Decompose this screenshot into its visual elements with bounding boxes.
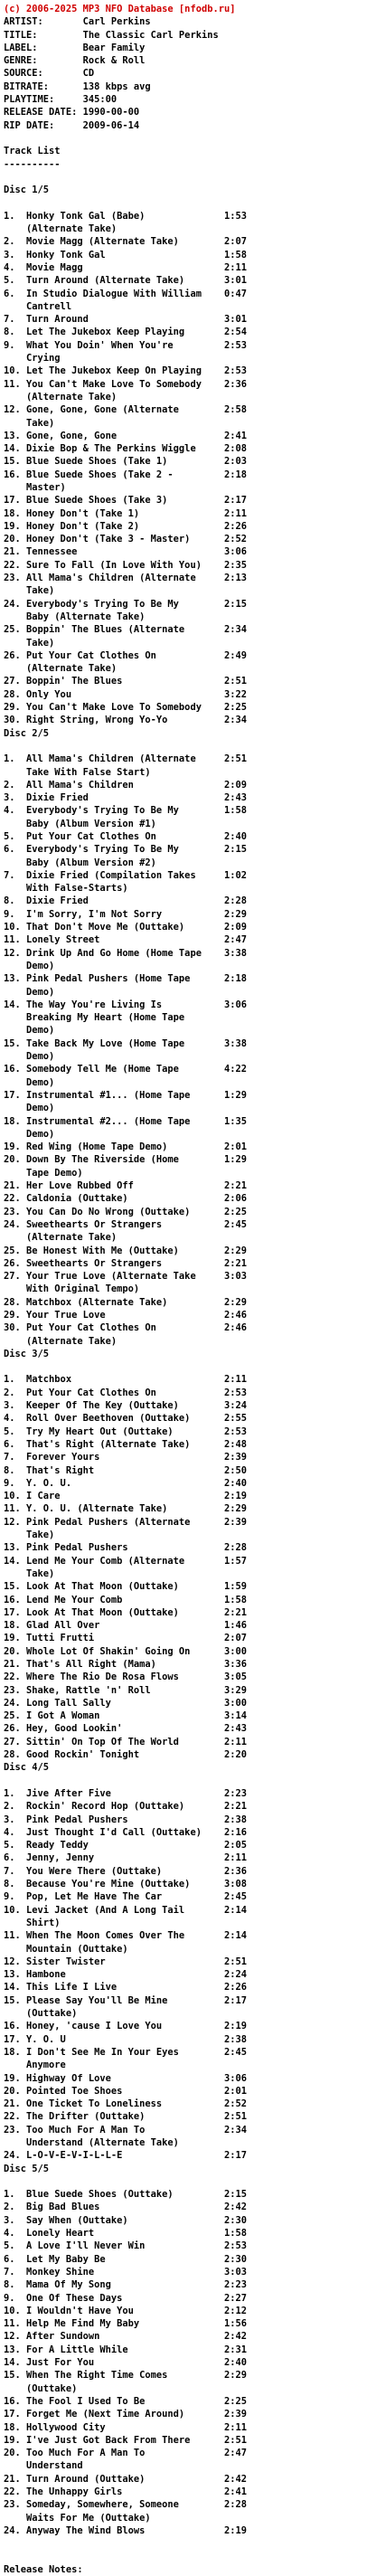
nfo-line: 6. Let My Baby Be 2:30 <box>4 2253 247 2265</box>
nfo-line: Take) <box>4 417 55 429</box>
nfo-line: 14. The Way You're Living Is 3:06 <box>4 999 247 1010</box>
nfo-line: 5. A Love I'll Never Win 2:53 <box>4 2240 247 2252</box>
nfo-line: 9. Y. O. U. 2:40 <box>4 1477 247 1489</box>
nfo-line: 8. Let The Jukebox Keep Playing 2:54 <box>4 327 247 338</box>
nfo-line: 11. Y. O. U. (Alternate Take) 2:29 <box>4 1503 247 1515</box>
nfo-line: 12. After Sundown 2:42 <box>4 2331 247 2343</box>
nfo-line: 5. Put Your Cat Clothes On 2:40 <box>4 831 247 842</box>
nfo-line: 7. Monkey Shine 3:03 <box>4 2266 247 2278</box>
nfo-line: Tape Demo) <box>4 1167 83 1179</box>
nfo-line: 18. I Don't See Me In Your Eyes 2:45 <box>4 2046 247 2058</box>
nfo-line: Take) <box>4 637 55 649</box>
nfo-line: Disc 1/5 <box>4 185 50 196</box>
nfo-line: 13. Pink Pedal Pushers 2:28 <box>4 1542 247 1554</box>
nfo-line: 6. Jenny, Jenny 2:11 <box>4 1852 247 1864</box>
nfo-line: 3. Say When (Outtake) 2:30 <box>4 2214 247 2226</box>
nfo-line: Baby (Alternate Take) <box>4 611 146 622</box>
nfo-line: 2. Rockin' Record Hop (Outtake) 2:21 <box>4 1801 247 1813</box>
nfo-line: Release Notes: <box>4 2563 83 2575</box>
nfo-line: 21. That's All Right (Mama) 3:36 <box>4 1659 247 1670</box>
nfo-line: 9. Pop, Let Me Have The Car 2:45 <box>4 1891 247 1903</box>
nfo-line: Breaking My Heart (Home Tape <box>4 1012 185 1024</box>
nfo-line: 5. Turn Around (Alternate Take) 3:01 <box>4 275 247 287</box>
nfo-line: 8. Mama Of My Song 2:23 <box>4 2279 247 2291</box>
nfo-line: 21. Turn Around (Outtake) 2:42 <box>4 2473 247 2485</box>
nfo-line: Mountain (Outtake) <box>4 1943 128 1955</box>
nfo-line <box>4 171 376 184</box>
nfo-line: 14. This Life I Live 2:26 <box>4 1982 247 1994</box>
nfo-line: 24. Sweethearts Or Strangers 2:45 <box>4 1218 247 1230</box>
nfo-line: 15. Please Say You'll Be Mine 2:17 <box>4 1994 247 2006</box>
nfo-line: 5. Try My Heart Out (Outtake) 2:53 <box>4 1425 247 1437</box>
nfo-line: 25. I Got A Woman 3:14 <box>4 1710 247 1722</box>
nfo-line: 2. All Mama's Children 2:09 <box>4 779 247 791</box>
nfo-line: 16. Honey, 'cause I Love You 2:19 <box>4 2021 247 2032</box>
nfo-line: Take) <box>4 585 55 597</box>
nfo-line: With False-Starts) <box>4 883 128 895</box>
nfo-line: BITRATE: 138 kbps avg <box>4 80 151 92</box>
nfo-line <box>4 1360 376 1373</box>
nfo-line: 10. That Don't Move Me (Outtake) 2:09 <box>4 922 247 933</box>
nfo-line: 17. Instrumental #1... (Home Tape 1:29 <box>4 1089 247 1101</box>
nfo-line: 1. All Mama's Children (Alternate 2:51 <box>4 753 247 765</box>
nfo-line: 3. Keeper Of The Key (Outtake) 3:24 <box>4 1400 247 1412</box>
nfo-line: 7. Dixie Fried (Compilation Takes 1:02 <box>4 869 247 881</box>
nfo-line: 19. I've Just Got Back From There 2:51 <box>4 2434 247 2446</box>
nfo-line: 28. Only You 3:22 <box>4 688 247 700</box>
nfo-line: Understand (Alternate Take) <box>4 2136 179 2148</box>
nfo-line: Shirt) <box>4 1917 61 1928</box>
nfo-line <box>4 2550 376 2562</box>
nfo-line: 2. Big Bad Blues 2:42 <box>4 2202 247 2213</box>
nfo-line: 6. In Studio Dialogue With William 0:47 <box>4 288 247 299</box>
nfo-line: 23. All Mama's Children (Alternate 2:13 <box>4 573 247 584</box>
nfo-line: 18. Instrumental #2... (Home Tape 1:35 <box>4 1115 247 1127</box>
nfo-line: With Original Tempo) <box>4 1283 140 1295</box>
nfo-line: Disc 4/5 <box>4 1762 50 1774</box>
nfo-line: 18. Hollywood City 2:11 <box>4 2421 247 2433</box>
nfo-line: (Alternate Take) <box>4 391 118 402</box>
nfo-line: Demo) <box>4 1076 55 1088</box>
nfo-line: 1. Matchbox 2:11 <box>4 1374 247 1386</box>
nfo-line: Disc 5/5 <box>4 2163 50 2174</box>
nfo-line: Demo) <box>4 1051 55 1063</box>
nfo-line: Demo) <box>4 1103 55 1114</box>
nfo-line: 15. Take Back My Love (Home Tape 3:38 <box>4 1037 247 1049</box>
nfo-line: 9. What You Doin' When You're 2:53 <box>4 339 247 351</box>
nfo-line: 27. Your True Love (Alternate Take 3:03 <box>4 1271 247 1283</box>
nfo-line <box>4 2175 376 2188</box>
nfo-line: 20. Honey Don't (Take 3 - Master) 2:52 <box>4 534 247 545</box>
nfo-line: 17. Blue Suede Shoes (Take 3) 2:17 <box>4 495 247 507</box>
nfo-line: 15. When The Right Time Comes 2:29 <box>4 2370 247 2382</box>
nfo-line: 25. Be Honest With Me (Outtake) 2:29 <box>4 1245 247 1256</box>
nfo-line: 22. Where The Rio De Rosa Flows 3:05 <box>4 1672 247 1683</box>
nfo-line: 14. Dixie Bop & The Perkins Wiggle 2:08 <box>4 443 247 455</box>
nfo-line: 15. Blue Suede Shoes (Take 1) 2:03 <box>4 456 247 468</box>
nfo-line: 10. I Wouldn't Have You 2:12 <box>4 2305 247 2316</box>
nfo-line: Demo) <box>4 1128 55 1140</box>
nfo-line: Track List <box>4 146 61 157</box>
nfo-line: Crying <box>4 353 61 365</box>
nfo-line: 12. Sister Twister 2:51 <box>4 1956 247 1967</box>
nfo-line: 23. You Can Do No Wrong (Outtake) 2:25 <box>4 1206 247 1217</box>
nfo-line: 12. Drink Up And Go Home (Home Tape 3:38 <box>4 947 247 959</box>
nfo-line: 1. Honky Tonk Gal (Babe) 1:53 <box>4 210 247 222</box>
nfo-line: 22. Sure To Fall (In Love With You) 2:35 <box>4 559 247 571</box>
nfo-line: 7. Turn Around 3:01 <box>4 314 247 326</box>
nfo-line: 24. Long Tall Sally 3:00 <box>4 1697 247 1709</box>
nfo-line: 2. Put Your Cat Clothes On 2:53 <box>4 1387 247 1398</box>
nfo-line: Cantrell <box>4 300 72 312</box>
nfo-line: 4. Roll Over Beethoven (Outtake) 2:55 <box>4 1413 247 1425</box>
nfo-line: (Alternate Take) <box>4 223 118 235</box>
nfo-line: 10. I Care 2:19 <box>4 1491 247 1502</box>
nfo-line: 28. Good Rockin' Tonight 2:20 <box>4 1749 247 1761</box>
nfo-line: 4. Everybody's Trying To Be My 1:58 <box>4 805 247 817</box>
nfo-line: 16. Somebody Tell Me (Home Tape 4:22 <box>4 1064 247 1075</box>
nfo-line: ---------- <box>4 158 61 170</box>
nfo-line: 11. Lonely Street 2:47 <box>4 934 247 946</box>
nfo-line: Anymore <box>4 2060 66 2071</box>
nfo-line: 9. I'm Sorry, I'm Not Sorry 2:29 <box>4 908 247 920</box>
nfo-line: Baby (Album Version #1) <box>4 818 156 829</box>
nfo-line: Waits For Me (Outtake) <box>4 2512 151 2524</box>
nfo-line: 11. You Can't Make Love To Somebody 2:36 <box>4 378 247 390</box>
nfo-line: Demo) <box>4 1025 55 1037</box>
nfo-line: Understand <box>4 2460 83 2472</box>
nfo-line: 11. Help Me Find My Baby 1:56 <box>4 2318 247 2330</box>
nfo-line: 22. Caldonia (Outtake) 2:06 <box>4 1193 247 1205</box>
nfo-line: LABEL: Bear Family <box>4 42 146 53</box>
nfo-line: 16. The Fool I Used To Be 2:25 <box>4 2395 247 2407</box>
nfo-line: 4. Lonely Heart 1:58 <box>4 2228 247 2240</box>
nfo-line: 29. You Can't Make Love To Somebody 2:25 <box>4 702 247 714</box>
nfo-line: 12. Gone, Gone, Gone (Alternate 2:58 <box>4 404 247 416</box>
nfo-line: 13. Gone, Gone, Gone 2:41 <box>4 430 247 441</box>
nfo-line: 21. Her Love Rubbed Off 2:21 <box>4 1180 247 1192</box>
nfo-line: 14. Lend Me Your Comb (Alternate 1:57 <box>4 1555 247 1567</box>
nfo-line: 2. Movie Magg (Alternate Take) 2:07 <box>4 236 247 248</box>
nfo-line: 28. Matchbox (Alternate Take) 2:29 <box>4 1296 247 1308</box>
nfo-line: 17. Look At That Moon (Outtake) 2:21 <box>4 1606 247 1618</box>
nfo-line: 12. Pink Pedal Pushers (Alternate 2:39 <box>4 1516 247 1528</box>
nfo-lines <box>4 15 376 2576</box>
nfo-line: (Alternate Take) <box>4 1232 118 1244</box>
nfo-line: 14. Just For You 2:40 <box>4 2357 247 2369</box>
nfo-line: 10. Let The Jukebox Keep On Playing 2:53 <box>4 365 247 377</box>
nfo-line: 30. Put Your Cat Clothes On 2:46 <box>4 1322 247 1334</box>
nfo-line: Take With False Start) <box>4 766 151 778</box>
nfo-line: 26. Put Your Cat Clothes On 2:49 <box>4 649 247 661</box>
nfo-line: 21. Tennessee 3:06 <box>4 546 247 558</box>
nfo-line: 24. L-O-V-E-V-I-L-L-E 2:17 <box>4 2150 247 2162</box>
nfo-line: 3. Dixie Fried 2:43 <box>4 792 247 804</box>
nfo-line: 29. Your True Love 2:46 <box>4 1309 247 1321</box>
nfo-line: 27. Boppin' The Blues 2:51 <box>4 676 247 687</box>
nfo-line: 8. Dixie Fried 2:28 <box>4 895 247 907</box>
nfo-line <box>4 196 376 209</box>
nfo-line: 19. Honey Don't (Take 2) 2:26 <box>4 520 247 532</box>
nfo-line: 8. That's Right 2:50 <box>4 1464 247 1476</box>
nfo-line: SOURCE: CD <box>4 68 95 80</box>
nfo-line: (Alternate Take) <box>4 1335 118 1347</box>
nfo-line <box>4 132 376 145</box>
nfo-line: 19. Tutti Frutti 2:07 <box>4 1633 247 1644</box>
nfo-line: 3. Pink Pedal Pushers 2:38 <box>4 1814 247 1825</box>
nfo-line: Disc 3/5 <box>4 1348 50 1359</box>
nfo-line: 18. Glad All Over 1:46 <box>4 1620 247 1632</box>
nfo-line: 24. Anyway The Wind Blows 2:19 <box>4 2524 247 2536</box>
nfo-line: Take) <box>4 1567 55 1579</box>
nfo-line: 17. Forget Me (Next Time Around) 2:39 <box>4 2409 247 2420</box>
nfo-line: 27. Sittin' On Top Of The World 2:11 <box>4 1736 247 1747</box>
nfo-line: 4. Just Thought I'd Call (Outtake) 2:16 <box>4 1826 247 1838</box>
nfo-line: 20. Whole Lot Of Shakin' Going On 3:00 <box>4 1645 247 1657</box>
nfo-line: 13. Pink Pedal Pushers (Home Tape 2:18 <box>4 973 247 985</box>
nfo-line: TITLE: The Classic Carl Perkins <box>4 29 219 41</box>
nfo-line: 17. Y. O. U 2:38 <box>4 2033 247 2045</box>
nfo-line: 26. Sweethearts Or Strangers 2:21 <box>4 1257 247 1269</box>
nfo-line: 3. Honky Tonk Gal 1:58 <box>4 249 247 260</box>
nfo-line: 20. Down By The Riverside (Home 1:29 <box>4 1154 247 1166</box>
nfo-line: 20. Pointed Toe Shoes 2:01 <box>4 2085 247 2097</box>
nfo-line: 16. Blue Suede Shoes (Take 2 - 2:18 <box>4 469 247 480</box>
nfo-line: 26. Hey, Good Lookin' 2:43 <box>4 1723 247 1735</box>
nfo-line: 10. Levi Jacket (And A Long Tail 2:14 <box>4 1904 247 1916</box>
nfo-line: 4. Movie Magg 2:11 <box>4 261 247 273</box>
nfo-line <box>4 2537 376 2550</box>
nfo-line: 21. One Ticket To Loneliness 2:52 <box>4 2098 247 2110</box>
nfo-line <box>4 740 376 753</box>
copyright-header: (c) 2006-2025 MP3 NFO Database [nfodb.ru] <box>4 4 236 14</box>
nfo-line: 6. Everybody's Trying To Be My 2:15 <box>4 844 247 856</box>
nfo-line: (Outtake) <box>4 2008 78 2020</box>
nfo-line: 16. Lend Me Your Comb 1:58 <box>4 1594 247 1605</box>
nfo-line: (Alternate Take) <box>4 663 118 675</box>
nfo-line: 15. Look At That Moon (Outtake) 1:59 <box>4 1581 247 1593</box>
nfo-line: Disc 2/5 <box>4 727 50 739</box>
nfo-line: 22. The Unhappy Girls 2:41 <box>4 2486 247 2497</box>
nfo-line: 11. When The Moon Comes Over The 2:14 <box>4 1930 247 1942</box>
nfo-line: 24. Everybody's Trying To Be My 2:15 <box>4 598 247 610</box>
nfo-line: 5. Ready Teddy 2:05 <box>4 1840 247 1852</box>
nfo-line <box>4 1775 376 1787</box>
nfo-line: 25. Boppin' The Blues (Alternate 2:34 <box>4 624 247 636</box>
nfo-line: 9. One Of These Days 2:27 <box>4 2292 247 2304</box>
nfo-line: 7. You Were There (Outtake) 2:36 <box>4 1865 247 1877</box>
nfo-line: 20. Too Much For A Man To 2:47 <box>4 2448 247 2459</box>
nfo-line: 18. Honey Don't (Take 1) 2:11 <box>4 507 247 519</box>
nfo-line: 19. Red Wing (Home Tape Demo) 2:01 <box>4 1141 247 1153</box>
nfo-line: Demo) <box>4 960 55 971</box>
nfo-line: (Outtake) <box>4 2382 78 2394</box>
nfo-line: 23. Too Much For A Man To 2:34 <box>4 2124 247 2136</box>
nfo-line: RIP DATE: 2009-06-14 <box>4 119 140 131</box>
nfo-line: 1. Jive After Five 2:23 <box>4 1787 247 1799</box>
nfo-line: PLAYTIME: 345:00 <box>4 94 118 106</box>
nfo-line: ARTIST: Carl Perkins <box>4 16 151 28</box>
nfo-line: 7. Forever Yours 2:39 <box>4 1452 247 1463</box>
nfo-line: 23. Someday, Somewhere, Someone 2:28 <box>4 2499 247 2511</box>
nfo-line: GENRE: Rock & Roll <box>4 55 146 67</box>
nfo-line: Demo) <box>4 986 55 998</box>
nfo-line: 30. Right String, Wrong Yo-Yo 2:34 <box>4 715 247 726</box>
nfo-line: 19. Highway Of Love 3:06 <box>4 2072 247 2084</box>
nfo-line: Master) <box>4 481 66 493</box>
nfo-line: 23. Shake, Rattle 'n' Roll 3:29 <box>4 1684 247 1696</box>
nfo-line: Baby (Album Version #2) <box>4 857 156 868</box>
nfo-line: 13. For A Little While 2:31 <box>4 2344 247 2355</box>
nfo-line: 22. The Drifter (Outtake) 2:51 <box>4 2111 247 2123</box>
nfo-line: 6. That's Right (Alternate Take) 2:48 <box>4 1438 247 1450</box>
nfo-line: RELEASE DATE: 1990-00-00 <box>4 107 140 118</box>
nfo-line: Take) <box>4 1530 55 1541</box>
nfo-line: 8. Because You're Mine (Outtake) 3:08 <box>4 1879 247 1890</box>
nfo-line: 1. Blue Suede Shoes (Outtake) 2:15 <box>4 2189 247 2201</box>
nfo-line: 13. Hambone 2:24 <box>4 1969 247 1981</box>
